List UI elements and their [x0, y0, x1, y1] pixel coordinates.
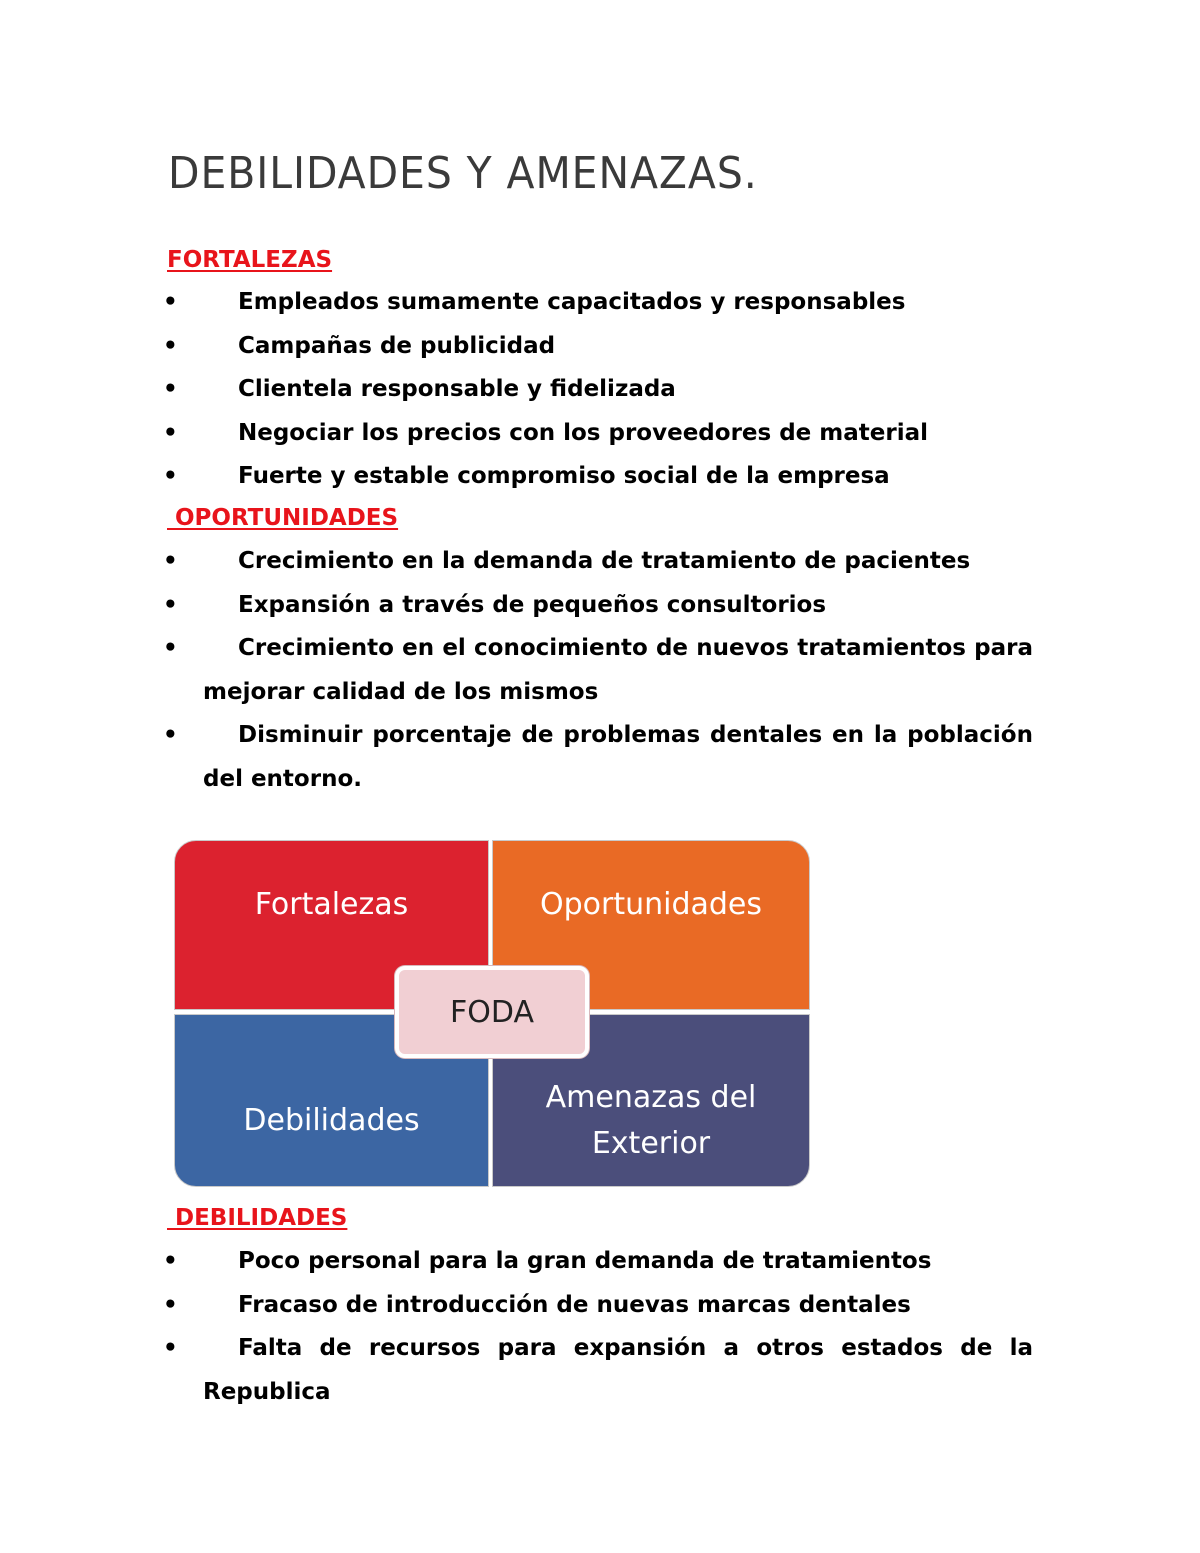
foda-diagram	[172, 838, 812, 1190]
section-heading-oportunidades: OPORTUNIDADES	[167, 505, 399, 531]
bullet-icon: •	[163, 1335, 178, 1361]
list-item: • Negociar los precios con los proveedores de material	[163, 412, 1033, 456]
section-heading-fortalezas: FORTALEZAS	[167, 247, 333, 273]
foda-debilidades: Debilidades	[174, 1014, 489, 1187]
list-item: • Crecimiento en el conocimiento de nuevos tratamientos para mejorar calidad de los mismos	[163, 627, 1033, 714]
list-oportunidades	[163, 540, 1033, 801]
bullet-icon: •	[163, 419, 178, 446]
bullet-icon: •	[163, 548, 178, 574]
foda-center: FODA	[395, 966, 589, 1058]
list-debilidades	[163, 1240, 1033, 1414]
document-title: DEBILIDADES Y AMENAZAS.	[168, 148, 758, 199]
list-item: • Crecimiento en la demanda de tratamiento de pacientes	[163, 540, 1033, 584]
foda-fortalezas: Fortalezas	[174, 840, 489, 1010]
foda-oportunidades: Oportunidades	[492, 840, 810, 1010]
list-item: • Fracaso de introducción de nuevas marcas dentales	[163, 1284, 1033, 1328]
bullet-icon: •	[163, 1248, 178, 1274]
bullet-icon: •	[163, 289, 178, 315]
list-item: • Clientela responsable y fidelizada	[163, 368, 1033, 412]
list-item: • Fuerte y estable compromiso social de la empresa	[163, 455, 1033, 499]
list-item: • Disminuir porcentaje de problemas dentales en la población del entorno.	[163, 714, 1033, 801]
bullet-icon: •	[163, 1291, 178, 1318]
list-fortalezas	[163, 281, 1033, 499]
list-item: • Campañas de publicidad	[163, 325, 1033, 369]
list-item: • Poco personal para la gran demanda de tratamientos	[163, 1240, 1033, 1284]
list-item: • Expansión a través de pequeños consultorios	[163, 584, 1033, 628]
bullet-icon: •	[163, 722, 178, 748]
bullet-icon: •	[163, 332, 178, 359]
list-item: • Falta de recursos para expansión a otros estados de la Republica	[163, 1327, 1033, 1414]
foda-amenazas: Amenazas del Exterior	[492, 1014, 810, 1187]
section-heading-debilidades: DEBILIDADES	[167, 1205, 348, 1231]
bullet-icon: •	[163, 635, 178, 661]
bullet-icon: •	[163, 591, 178, 618]
list-item: • Empleados sumamente capacitados y responsables	[163, 281, 1033, 325]
bullet-icon: •	[163, 463, 178, 489]
bullet-icon: •	[163, 376, 178, 402]
